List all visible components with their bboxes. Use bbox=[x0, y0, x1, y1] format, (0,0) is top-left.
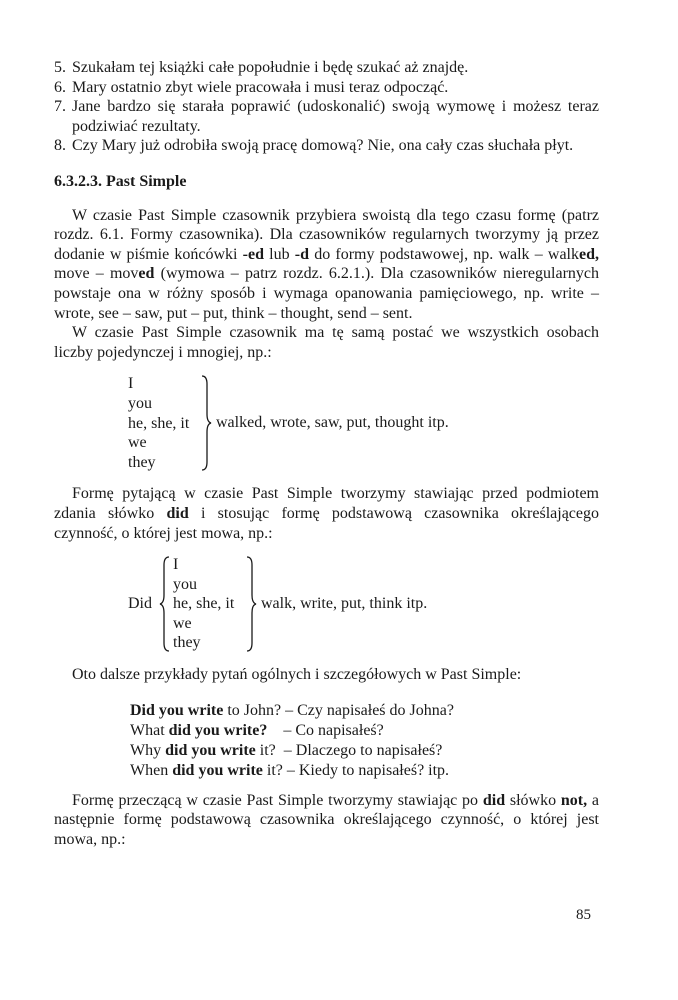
section-heading: 6.3.2.3. Past Simple bbox=[54, 172, 187, 190]
bold-phrase: did you write bbox=[165, 741, 256, 759]
text-run: słówko bbox=[505, 791, 561, 809]
paragraph-question-form bbox=[54, 484, 599, 543]
text-run: When bbox=[130, 761, 173, 779]
bold-did: did bbox=[482, 791, 506, 809]
list-text: Czy Mary już odrobiła swoją pracę domową? Nie, ona cały czas słuchała płyt. bbox=[72, 137, 574, 155]
base-forms: walk, write, put, think itp. bbox=[261, 595, 428, 613]
right-brace bbox=[199, 374, 213, 472]
question-examples bbox=[130, 701, 599, 781]
pronoun-list bbox=[173, 555, 234, 653]
text-run: What bbox=[130, 721, 169, 739]
list-text: Mary ostatnio zbyt wiele pracowała i musi teraz odpocząć. bbox=[72, 78, 449, 96]
text-run: i stosując formę podstawową czasownika określającego czynność, o której jest mowa, np.: bbox=[54, 504, 599, 542]
text-run: lub bbox=[264, 245, 295, 263]
past-forms: walked, wrote, saw, put, thought itp. bbox=[216, 414, 449, 432]
bold-phrase: did you write bbox=[172, 761, 263, 779]
list-number: 6. bbox=[54, 78, 66, 96]
pronoun: you bbox=[128, 394, 152, 412]
example-line bbox=[130, 721, 599, 741]
list-text: Szukałam tej książki całe popołudnie i będę szukać aż znajdę. bbox=[72, 59, 469, 76]
page-number: 85 bbox=[576, 907, 591, 923]
text-run: – Co napisałeś? bbox=[267, 721, 384, 739]
text-run: Formę przeczącą w czasie Past Simple tworzymy stawiając po bbox=[72, 791, 483, 809]
example-line bbox=[130, 701, 599, 721]
affirmative-conjugation-table bbox=[54, 374, 599, 474]
paragraph-same-form: W czasie Past Simple czasownik ma tę samą postać we wszystkich osobach liczby pojedynczej i mnogiej, np.: bbox=[54, 324, 599, 361]
text-run: (wymowa – patrz rozdz. 6.2.1.). Dla czasowników nieregularnych powstaje ona w różny sposób i wymaga opanowania pamięciowego, np. write – wrote, see – saw, put – put, think – thought, send – sent. bbox=[54, 265, 599, 322]
bold-phrase: Did you write bbox=[130, 701, 224, 719]
paragraph-negative-form bbox=[54, 791, 599, 850]
text-run: a następnie formę podstawową czasownika określającego czynność, o której jest mowa, np.: bbox=[54, 791, 599, 848]
pronoun: they bbox=[128, 453, 156, 471]
text-run: do formy podstawowej, np. walk – walk bbox=[309, 245, 579, 263]
pronoun-list bbox=[128, 374, 189, 472]
list-text: Jane bardzo się starała poprawić (udoskonalić) swoją wymowę i możesz teraz podziwiać rezultaty. bbox=[72, 98, 599, 135]
pronoun: you bbox=[173, 575, 197, 593]
list-item bbox=[54, 136, 599, 156]
pronoun: he, she, it bbox=[173, 595, 235, 613]
list-item bbox=[54, 97, 599, 136]
paragraph-past-simple-form bbox=[54, 206, 599, 324]
example-line bbox=[130, 741, 599, 761]
pronoun: we bbox=[128, 434, 147, 452]
text-run: it? – Dlaczego to napisałeś? bbox=[255, 741, 443, 759]
question-conjugation-table bbox=[54, 555, 599, 655]
pronoun: we bbox=[173, 614, 192, 632]
bold-not: not, bbox=[560, 791, 588, 809]
right-brace bbox=[244, 555, 258, 653]
text-run: W czasie Past Simple czasownik przybiera swoistą dla tego czasu formę (patrz rozdz. 6.1. Formy czasownika). Dla czasowników regularnych tworzymy ją przez dodanie w piśmie końcówki bbox=[54, 206, 599, 263]
text-run: Formę pytającą w czasie Past Simple tworzymy stawiając przed podmiotem zdania słówko bbox=[54, 485, 599, 522]
list-item bbox=[54, 58, 599, 78]
bold-suffix-ed: -ed bbox=[242, 245, 264, 263]
list-number: 5. bbox=[54, 59, 66, 76]
text-run: Why bbox=[130, 741, 166, 759]
bold-did: did bbox=[166, 504, 189, 522]
list-item bbox=[54, 78, 599, 98]
pronoun: I bbox=[173, 556, 179, 574]
list-number: 7. bbox=[54, 98, 66, 116]
text-run: move – mov bbox=[54, 265, 139, 283]
pronoun: he, she, it bbox=[128, 414, 190, 432]
pronoun: I bbox=[128, 375, 134, 393]
did-auxiliary: Did bbox=[128, 595, 152, 613]
list-number: 8. bbox=[54, 137, 66, 155]
text-run: it? – Kiedy to napisałeś? itp. bbox=[262, 761, 450, 779]
bold-suffix-d: -d bbox=[294, 245, 310, 263]
example-line bbox=[130, 761, 599, 781]
pronoun: they bbox=[173, 634, 201, 652]
text-run: to John? – Czy napisałeś do Johna? bbox=[223, 701, 454, 719]
bold-phrase: did you write? bbox=[168, 721, 268, 739]
paragraph-examples-intro: Oto dalsze przykłady pytań ogólnych i szczegółowych w Past Simple: bbox=[72, 666, 522, 684]
bold-ending: ed, bbox=[579, 245, 599, 263]
left-brace bbox=[158, 555, 172, 653]
bold-ending: ed bbox=[138, 265, 155, 283]
page-body bbox=[54, 58, 599, 849]
